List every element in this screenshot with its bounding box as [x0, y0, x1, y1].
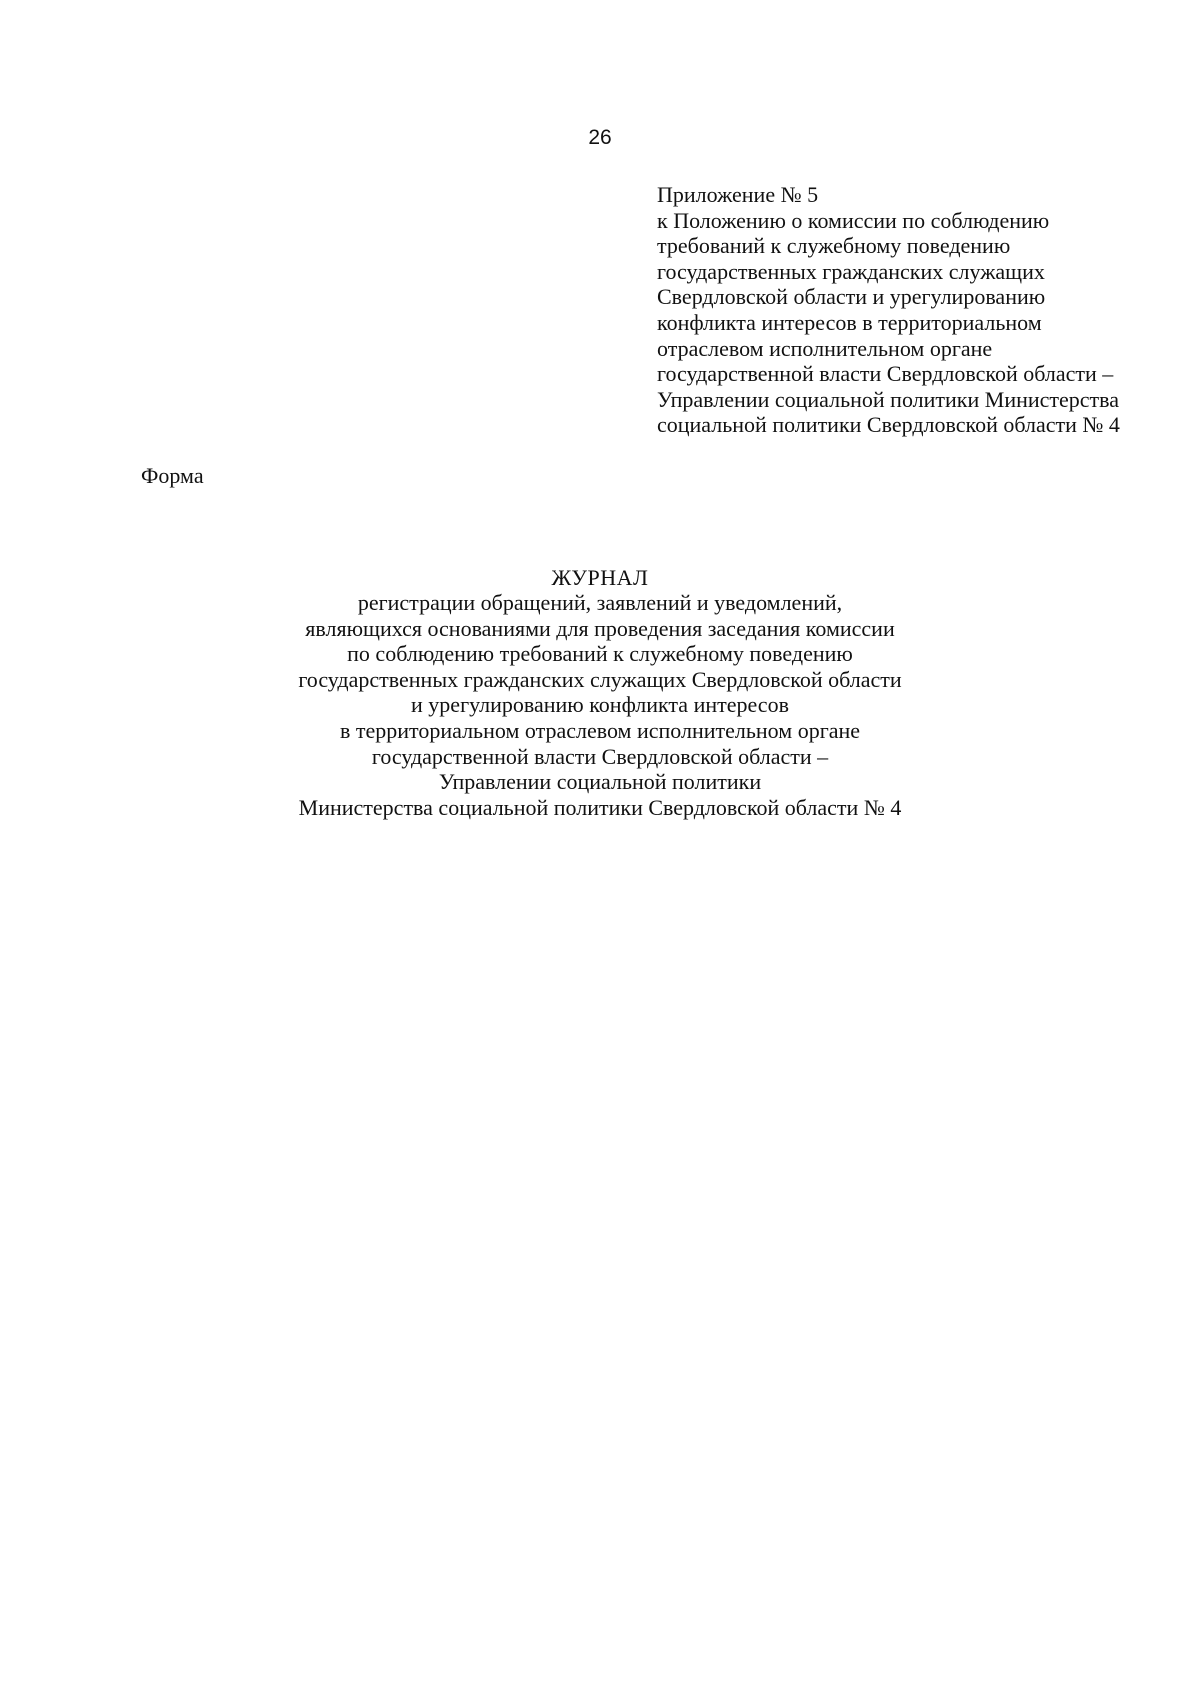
appendix-line: государственных гражданских служащих — [657, 258, 1045, 284]
journal-subtitle-line: Управлении социальной политики — [438, 769, 762, 795]
form-label: Форма — [141, 463, 204, 488]
appendix-block — [657, 182, 1177, 438]
journal-subtitle-line: государственных гражданских служащих Свердловской области — [298, 666, 902, 692]
journal-subtitle-line: и урегулированию конфликта интересов — [411, 692, 789, 718]
appendix-line: к Положению о комиссии по соблюдению — [657, 207, 1050, 233]
journal-subtitle-line: государственной власти Свердловской области – — [371, 743, 829, 769]
journal-subtitle-line: в территориальном отраслевом исполнительном органе — [339, 717, 861, 743]
appendix-line: требований к служебному поведению — [657, 233, 1011, 259]
journal-subtitle-line: Министерства социальной политики Свердловской области № 4 — [298, 794, 902, 820]
appendix-line: государственной власти Свердловской области – — [657, 361, 1114, 387]
appendix-line: Свердловской области и урегулированию — [657, 284, 1046, 310]
journal-subtitle-line: регистрации обращений, заявлений и уведомлений, — [357, 590, 843, 615]
appendix-line: конфликта интересов в территориальном — [657, 309, 1042, 335]
appendix-line: отраслевом исполнительном органе — [657, 335, 993, 361]
journal-subtitle — [0, 590, 1200, 820]
journal-subtitle-line: являющихся основаниями для проведения заседания комиссии — [305, 615, 895, 641]
appendix-line: Приложение № 5 — [657, 182, 819, 207]
journal-title: ЖУРНАЛ — [551, 565, 649, 590]
appendix-line: социальной политики Свердловской области № 4 — [657, 412, 1120, 438]
journal-subtitle-line: по соблюдению требований к служебному поведению — [347, 641, 853, 667]
appendix-line: Управлении социальной политики Министерства — [657, 386, 1120, 412]
page-number: 26 — [588, 126, 612, 149]
